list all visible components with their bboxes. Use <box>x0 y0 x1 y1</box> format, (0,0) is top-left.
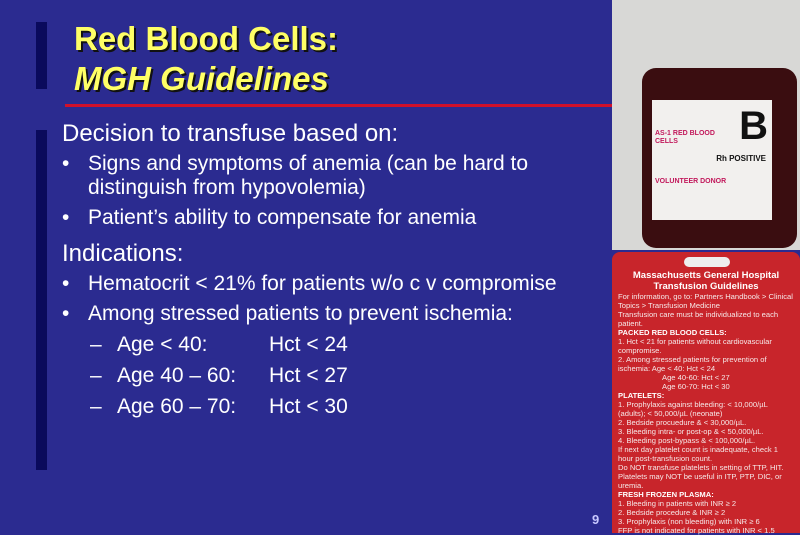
card-line: If next day platelet count is inadequate, check 1 hour post-transfusion count. <box>618 445 778 463</box>
age-range: Age < 40: <box>117 333 208 356</box>
title-divider <box>65 104 613 107</box>
blood-type: B <box>739 104 768 148</box>
card-section-title: FRESH FROZEN PLASMA: <box>618 490 714 499</box>
bullet: • Hematocrit < 21% for patients w/o c v compromise <box>62 272 622 296</box>
card-line: 2. Among stressed patients for prevention of ischemia: Age < 40: Hct < 24 <box>618 355 767 373</box>
age-range: Age 40 – 60: <box>117 364 237 387</box>
heading-indications: Indications: <box>62 240 184 267</box>
card-line: 2. Bedside procedure & INR ≥ 2 <box>618 508 726 517</box>
bullet: • Among stressed patients to prevent ischemia: <box>62 302 622 326</box>
card-line: 4. Bleeding post-bypass & < 100,000/µL. <box>618 436 756 445</box>
hct-threshold: Hct < 24 <box>269 333 348 356</box>
card-line: 1. Bleeding in patients with INR ≥ 2 <box>618 499 737 508</box>
card-section-title: PACKED RED BLOOD CELLS: <box>618 328 727 337</box>
age-range: Age 60 – 70: <box>117 395 237 418</box>
card-line: FFP is not indicated for patients with INR < 1.5 <box>618 526 775 535</box>
card-line: 2. Bedside procuedure & < 30,000/µL. <box>618 418 747 427</box>
bag-label <box>652 100 772 220</box>
card-line: 1. Hct < 21 for patients without cardiovascular compromise. <box>618 337 772 355</box>
sub-bullet: – Age 60 – 70: Hct < 30 <box>90 395 348 418</box>
slide-title-line2: MGH Guidelines <box>74 60 329 97</box>
card-line: Do NOT transfuse platelets in setting of TTP, HIT. <box>618 463 784 472</box>
slide-body <box>62 120 622 426</box>
card-slot <box>684 257 730 267</box>
card-line: Age 40-60: Hct < 27 <box>662 373 730 382</box>
heading-decision: Decision to transfuse based on: <box>62 120 399 147</box>
donor-label: VOLUNTEER DONOR <box>655 178 727 185</box>
page-number: 9 <box>592 512 600 527</box>
accent-bar-body <box>36 130 47 470</box>
card-section-title: PLATELETS: <box>618 391 665 400</box>
guidelines-card <box>612 252 800 533</box>
card-title: Massachusetts General Hospital Transfusion Guidelines <box>632 270 780 292</box>
card-line: For information, go to: Partners Handbook > Clinical Topics > Transfusion Medicine <box>618 292 793 310</box>
card-line: Platelets may NOT be useful in ITP, PTP, DIC, or uremia. <box>618 472 782 490</box>
slide-title-line1: Red Blood Cells: <box>74 20 339 57</box>
bullet: • Signs and symptoms of anemia (can be hard to distinguish from hypovolemia) <box>62 152 622 200</box>
card-line: Transfusion care must be individualized to each patient. <box>618 310 779 328</box>
bullet: • Patient’s ability to compensate for anemia <box>62 206 622 230</box>
blood-bag-photo <box>612 0 800 250</box>
product-label: AS-1 RED BLOOD CELLS <box>655 130 715 145</box>
hct-threshold: Hct < 27 <box>269 364 348 387</box>
rh-factor: Rh POSITIVE <box>716 154 766 163</box>
card-line: Age 60-70: Hct < 30 <box>662 382 730 391</box>
card-line: 3. Bleeding intra- or post-op & < 50,000/µL. <box>618 427 764 436</box>
accent-bar-top <box>36 22 47 89</box>
sub-bullet: – Age < 40: Hct < 24 <box>90 333 348 356</box>
card-line: 1. Prophylaxis against bleeding: < 10,000/µL (adults); < 50,000/µL (neonate) <box>618 400 768 418</box>
hct-threshold: Hct < 30 <box>269 395 348 418</box>
sub-bullet: – Age 40 – 60: Hct < 27 <box>90 364 348 387</box>
card-line: 3. Prophylaxis (non bleeding) with INR ≥ 6 <box>618 517 760 526</box>
